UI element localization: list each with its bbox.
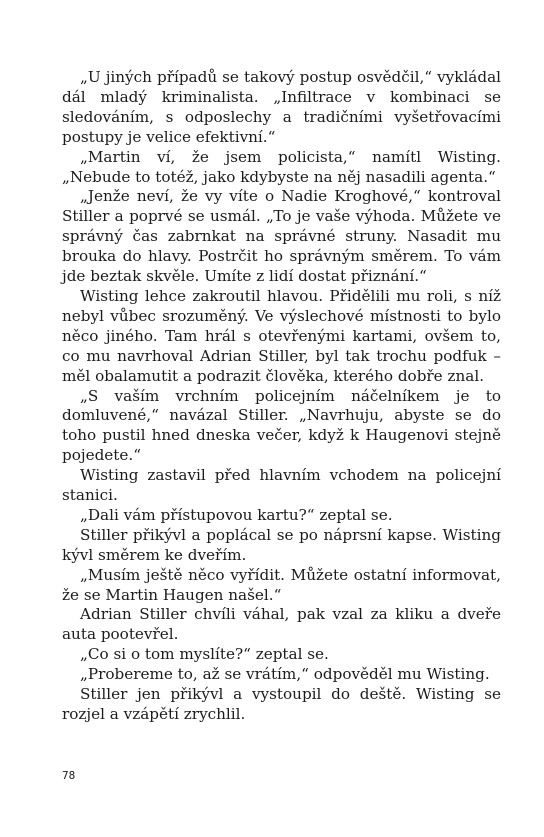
paragraph: Wisting zastavil před hlavním vchodem na policejní stanici. xyxy=(62,466,501,505)
paragraph: „Co si o tom myslíte?“ zeptal se. xyxy=(80,645,329,664)
paragraph: „Jenže neví, že vy víte o Nadie Kroghové,“ kontroval Stiller a poprvé se usmál. „To je vaše výhoda. Můžete ve správný čas zabrnkat na správné struny. Nasadit mu brouka do hlavy. Postrčit ho správným směrem. To vám jde beztak skvěle. Umíte z lidí dostat přiznání.“ xyxy=(62,187,501,286)
paragraph: Adrian Stiller chvíli váhal, pak vzal za kliku a dveře auta pootevřel. xyxy=(62,605,501,644)
paragraph: Stiller jen přikývl a vystoupil do deště. Wisting se rozjel a vzápětí zrychlil. xyxy=(62,685,501,723)
paragraph: „Probereme to, až se vrátím,“ odpověděl mu Wisting. xyxy=(80,665,490,684)
page-number: 78 xyxy=(62,769,76,782)
paragraph: „Martin ví, že jsem policista,“ namítl Wisting. „Nebude to totéž, jako kdybyste na něj nasadili agenta.“ xyxy=(62,147,501,186)
paragraph: „S vaším vrchním policejním náčelníkem je to domluvené,“ navázal Stiller. „Navrhuju, abyste se do toho pustil hned dneska večer, když k Haugenovi stejně pojedete.“ xyxy=(62,386,501,465)
paragraph: „Musím ještě něco vyřídit. Můžete ostatní informovat, že se Martin Haugen našel.“ xyxy=(62,565,501,604)
body-text xyxy=(62,68,501,725)
paragraph: „Dali vám přístupovou kartu?“ zeptal se. xyxy=(80,505,393,524)
paragraph: Stiller přikývl a poplácal se po náprsní kapse. Wisting kývl směrem ke dveřím. xyxy=(62,525,501,564)
paragraph: „U jiných případů se takový postup osvědčil,“ vykládal dál mladý kriminalista. „Infiltrace v kombinaci se sledováním, s odposlechy a tradičními vyšetřovacími postupy je velice efektivní.“ xyxy=(62,68,501,146)
paragraph: Wisting lehce zakroutil hlavou. Přidělili mu roli, s níž nebyl vůbec srozuměný. Ve výslechové místnosti to bylo něco jiného. Tam hrál s otevřenými kartami, ovšem to, co mu navrhoval Adrian Stiller, byl tak trochu podfuk – měl obalamutit a podrazit člověka, kterého dobře znal. xyxy=(62,286,501,385)
